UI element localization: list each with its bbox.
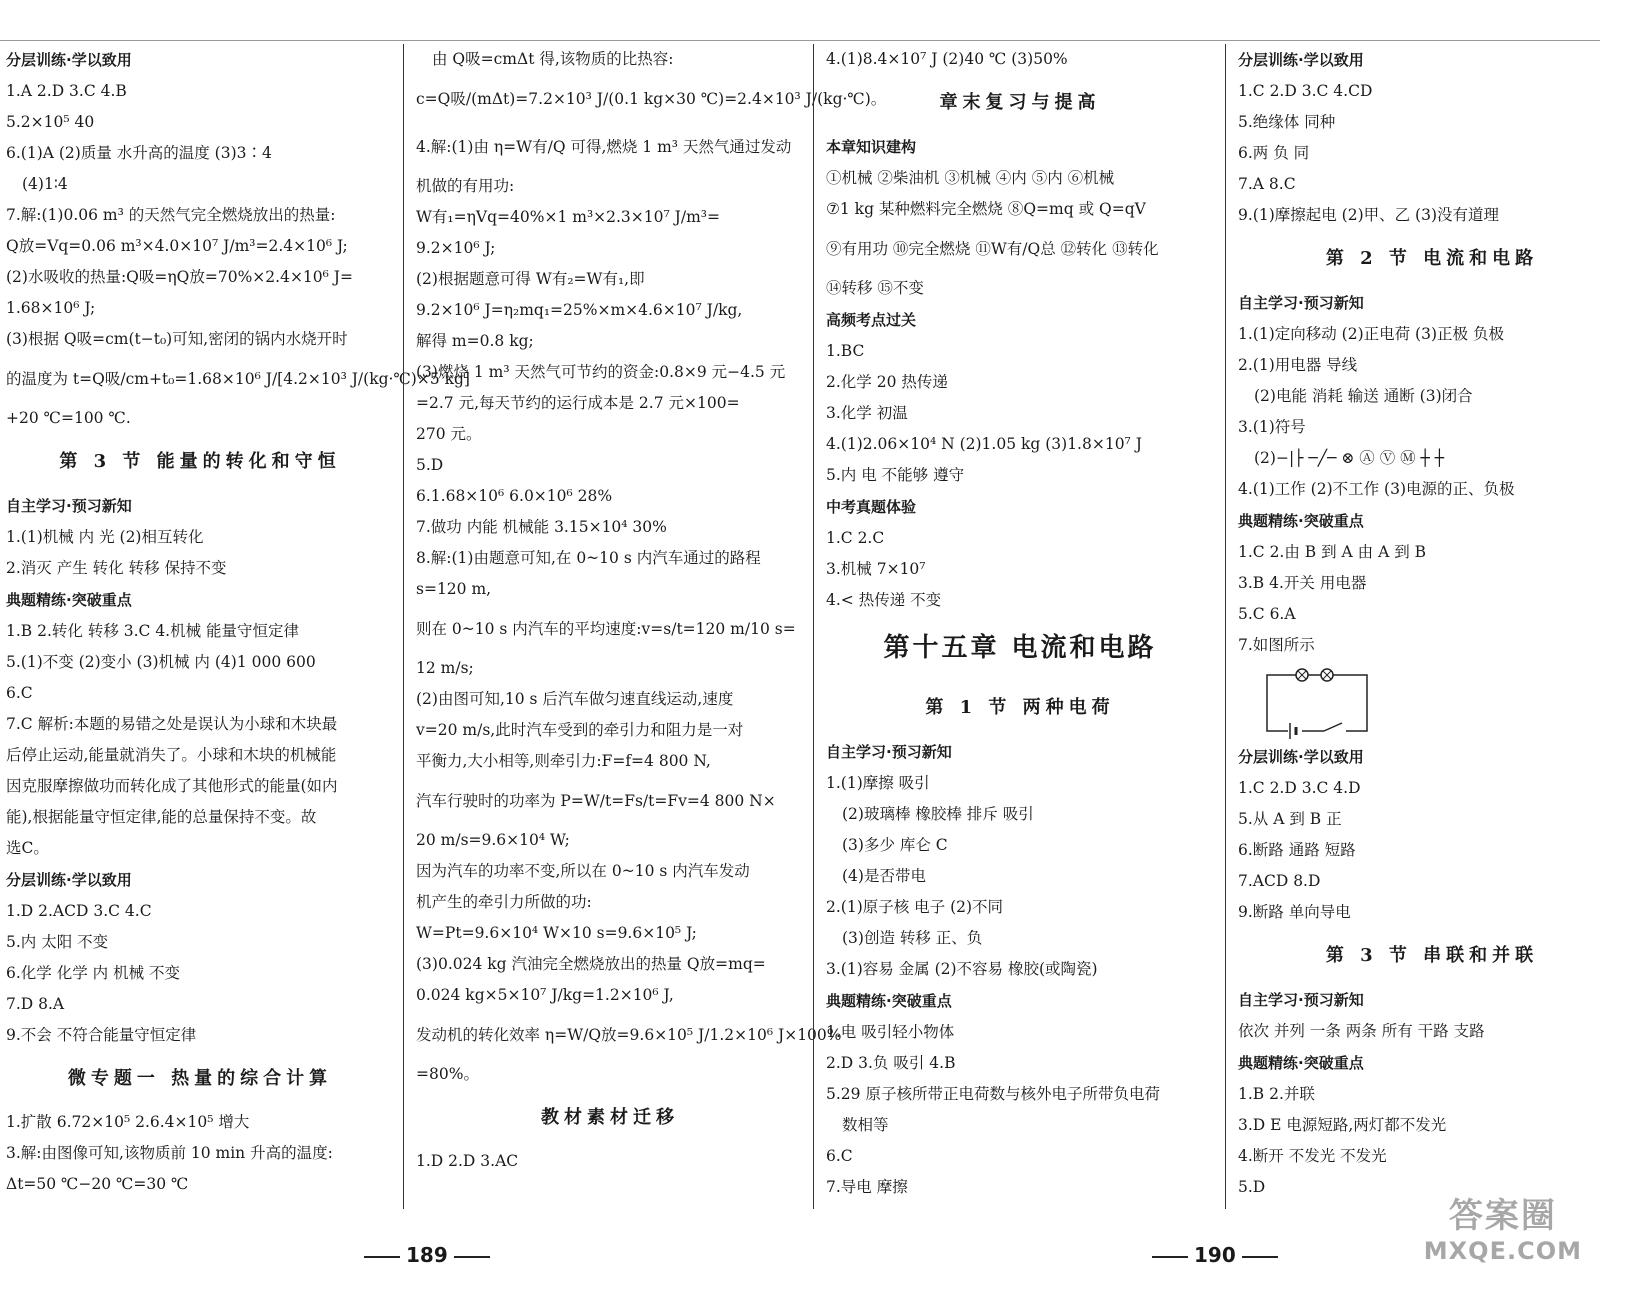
- answer-line: (3)0.024 kg 汽油完全燃烧放出的热量 Q放=mq=: [416, 955, 766, 973]
- answer-line: 2.化学 20 热传递: [826, 373, 948, 391]
- answer-line: 9.(1)摩擦起电 (2)甲、乙 (3)没有道理: [1238, 206, 1500, 224]
- answer-line: 机做的有用功:: [416, 177, 515, 195]
- answer-line: 1.扩散 6.72×10⁵ 2.6.4×10⁵ 增大: [6, 1113, 250, 1131]
- section-label: 典题精练·突破重点: [6, 591, 132, 609]
- answer-line: 6.断路 通路 短路: [1238, 841, 1356, 859]
- section-label: 分层训练·学以致用: [1238, 51, 1364, 69]
- answer-line: W有₁=ηVq=40%×1 m³×2.3×10⁷ J/m³=: [416, 208, 720, 226]
- answer-line: 3.机械 7×10⁷: [826, 560, 926, 578]
- answer-line: (3)多少 库仑 C: [842, 836, 948, 854]
- answer-line: 1.电 吸引轻小物体: [826, 1023, 955, 1041]
- answer-line: 3.B 4.开关 用电器: [1238, 574, 1367, 592]
- answer-line: 8.解:(1)由题意可知,在 0~10 s 内汽车通过的路程: [416, 549, 761, 567]
- answer-line: (4)是否带电: [842, 867, 926, 885]
- answer-line: 7.做功 内能 机械能 3.15×10⁴ 30%: [416, 518, 667, 536]
- answer-line: 3.D E 电源短路,两灯都不发光: [1238, 1116, 1447, 1134]
- section-label: 自主学习·预习新知: [826, 743, 952, 761]
- answer-line: 7.导电 摩擦: [826, 1178, 908, 1196]
- answer-line: 5.绝缘体 同种: [1238, 113, 1336, 131]
- answer-line: 选C。: [6, 839, 49, 857]
- section-heading: 微专题一 热量的综合计算: [67, 1068, 333, 1089]
- answer-line: Q放=Vq=0.06 m³×4.0×10⁷ J/m³=2.4×10⁶ J;: [6, 237, 348, 255]
- answer-line: c=Q吸/(mΔt)=7.2×10³ J/(0.1 kg×30 ℃)=2.4×10³ J/(kg·℃)。: [416, 90, 887, 108]
- answer-line: 因为汽车的功率不变,所以在 0~10 s 内汽车发动: [416, 862, 750, 880]
- answer-line: 则在 0~10 s 内汽车的平均速度:v=s/t=120 m/10 s=: [416, 620, 796, 638]
- answer-line: (2)水吸收的热量:Q吸=ηQ放=70%×2.4×10⁶ J=: [6, 268, 353, 286]
- answer-line: 6.1.68×10⁶ 6.0×10⁶ 28%: [416, 487, 613, 505]
- section-label: 本章知识建构: [826, 138, 917, 156]
- answer-line: 5.内 电 不能够 遵守: [826, 466, 965, 484]
- answer-line: 能),根据能量守恒定律,能的总量保持不变。故: [6, 808, 317, 826]
- answer-line: +20 ℃=100 ℃.: [6, 409, 131, 427]
- answer-line: 7.如图所示: [1238, 636, 1315, 654]
- answer-line: 5.从 A 到 B 正: [1238, 810, 1342, 828]
- answer-line: (2)由图可知,10 s 后汽车做匀速直线运动,速度: [416, 690, 734, 708]
- section-label: 分层训练·学以致用: [6, 871, 132, 889]
- answer-line: 的温度为 t=Q吸/cm+t₀=1.68×10⁶ J/[4.2×10³ J/(kg·℃)×5 kg]: [6, 370, 470, 388]
- answer-line: 6.化学 化学 内 机械 不变: [6, 964, 180, 982]
- answer-line: s=120 m,: [416, 580, 492, 598]
- section-label: 自主学习·预习新知: [1238, 991, 1364, 1009]
- answer-line: 20 m/s=9.6×10⁴ W;: [416, 831, 570, 849]
- answer-line: Δt=50 ℃−20 ℃=30 ℃: [6, 1175, 189, 1193]
- answer-line: 5.内 太阳 不变: [6, 933, 109, 951]
- answer-line: ⑨有用功 ⑩完全燃烧 ⑪W有/Q总 ⑫转化 ⑬转化: [826, 240, 1159, 258]
- answer-line: ⑦1 kg 某种燃料完全燃烧 ⑧Q=mq 或 Q=qV: [826, 200, 1146, 218]
- answer-line: (2)玻璃棒 橡胶棒 排斥 吸引: [842, 805, 1034, 823]
- answer-line: 1.C 2.C: [826, 529, 885, 547]
- answer-line: 7.解:(1)0.06 m³ 的天然气完全燃烧放出的热量:: [6, 206, 336, 224]
- answer-line: 5.(1)不变 (2)变小 (3)机械 内 (4)1 000 600: [6, 653, 316, 671]
- section-label: 中考真题体验: [826, 498, 917, 516]
- answer-line: 3.解:由图像可知,该物质前 10 min 升高的温度:: [6, 1144, 333, 1162]
- answer-line: 3.(1)容易 金属 (2)不容易 橡胶(或陶瓷): [826, 960, 1098, 978]
- answer-line: 依次 并列 一条 两条 所有 干路 支路: [1238, 1022, 1485, 1040]
- answer-line: (4)1∶4: [22, 175, 68, 193]
- section-label: 典题精练·突破重点: [1238, 1054, 1364, 1072]
- answer-line: ⑭转移 ⑮不变: [826, 279, 924, 297]
- answer-line: 1.68×10⁶ J;: [6, 299, 96, 317]
- section-label: 自主学习·预习新知: [1238, 294, 1364, 312]
- answer-line: v=20 m/s,此时汽车受到的牵引力和阻力是一对: [416, 721, 744, 739]
- answer-line: 5.D: [1238, 1178, 1266, 1196]
- answer-line: 0.024 kg×5×10⁷ J/kg=1.2×10⁶ J,: [416, 986, 674, 1004]
- answer-line: W=Pt=9.6×10⁴ W×10 s=9.6×10⁵ J;: [416, 924, 697, 942]
- answer-line: 3.(1)符号: [1238, 418, 1306, 436]
- answer-line: 7.D 8.A: [6, 995, 65, 1013]
- section-label: 分层训练·学以致用: [1238, 748, 1364, 766]
- page-number-left: 189: [358, 1243, 496, 1267]
- answer-line: 1.C 2.D 3.C 4.D: [1238, 779, 1361, 797]
- answer-line: 2.消灭 产生 转化 转移 保持不变: [6, 559, 227, 577]
- column-divider: [1225, 44, 1226, 1209]
- answer-line: 6.C: [6, 684, 33, 702]
- answer-line: 12 m/s;: [416, 659, 474, 677]
- section-heading: 章末复习与提高: [939, 92, 1101, 113]
- answer-line: 9.断路 单向导电: [1238, 903, 1351, 921]
- section-heading: 第 1 节 两种电荷: [925, 697, 1115, 718]
- answer-line: 9.2×10⁶ J=η₂mq₁=25%×m×4.6×10⁷ J/kg,: [416, 301, 743, 319]
- answer-line: (2)电能 消耗 输送 通断 (3)闭合: [1254, 387, 1473, 405]
- answer-line: 9.2×10⁶ J;: [416, 239, 496, 257]
- answer-line: 2.D 3.负 吸引 4.B: [826, 1054, 956, 1072]
- watermark-logo: 答案圈: [1448, 1196, 1557, 1236]
- answer-line: (3)燃烧 1 m³ 天然气可节约的资金:0.8×9 元−4.5 元: [416, 363, 786, 381]
- column-4: [1238, 44, 1626, 1209]
- section-label: 高频考点过关: [826, 311, 917, 329]
- answer-line: 汽车行驶时的功率为 P=W/t=Fs/t=Fv=4 800 N×: [416, 792, 776, 810]
- section-heading: 教材素材迁移: [541, 1107, 679, 1128]
- answer-line: 5.D: [416, 456, 444, 474]
- answer-line: 7.C 解析:本题的易错之处是误认为小球和木块最: [6, 715, 338, 733]
- answer-line: 因克服摩擦做功而转化成了其他形式的能量(如内: [6, 777, 338, 795]
- section-heading: 第 3 节 能量的转化和守恒: [59, 451, 341, 472]
- answer-line: 1.BC: [826, 342, 865, 360]
- answer-line: 5.C 6.A: [1238, 605, 1296, 623]
- answer-line: 4.< 热传递 不变: [826, 591, 942, 609]
- section-label: 典题精练·突破重点: [1238, 512, 1364, 530]
- answer-line: 6.C: [826, 1147, 853, 1165]
- chapter-title: 第十五章 电流和电路: [883, 633, 1157, 663]
- page-number-right: 190: [1146, 1243, 1284, 1267]
- answer-line: 平衡力,大小相等,则牵引力:F=f=4 800 N,: [416, 752, 711, 770]
- answer-line: 1.(1)摩擦 吸引: [826, 774, 930, 792]
- answer-line: 2.(1)原子核 电子 (2)不同: [826, 898, 1004, 916]
- answer-line: 4.(1)工作 (2)不工作 (3)电源的正、负极: [1238, 480, 1515, 498]
- circuit-diagram: [1238, 661, 1626, 741]
- answer-line: (2)根据题意可得 W有₂=W有₁,即: [416, 270, 645, 288]
- column-divider: [403, 44, 404, 1209]
- answer-line: 1.C 2.D 3.C 4.CD: [1238, 82, 1373, 100]
- answer-line: 4.断开 不发光 不发光: [1238, 1147, 1387, 1165]
- top-rule: [0, 40, 1600, 41]
- answer-line: 6.两 负 同: [1238, 144, 1310, 162]
- answer-line: 1.D 2.ACD 3.C 4.C: [6, 902, 152, 920]
- answer-line: ①机械 ②柴油机 ③机械 ④内 ⑤内 ⑥机械: [826, 169, 1115, 187]
- answer-line: (2)−|├ ─╱─ ⊗ Ⓐ Ⓥ Ⓜ ┼ ┼: [1254, 449, 1445, 467]
- answer-line: 9.不会 不符合能量守恒定律: [6, 1026, 197, 1044]
- section-label: 自主学习·预习新知: [6, 497, 132, 515]
- answer-line: 4.(1)8.4×10⁷ J (2)40 ℃ (3)50%: [826, 50, 1068, 68]
- answer-line: 7.ACD 8.D: [1238, 872, 1321, 890]
- column-divider: [813, 44, 814, 1209]
- watermark-url: MXQE.COM: [1423, 1237, 1582, 1265]
- section-heading: 第 3 节 串联和并联: [1325, 945, 1539, 966]
- answer-line: 4.解:(1)由 η=W有/Q 可得,燃烧 1 m³ 天然气通过发动: [416, 138, 792, 156]
- answer-line: =80%。: [416, 1065, 479, 1083]
- section-label: 典题精练·突破重点: [826, 992, 952, 1010]
- answer-line: 3.化学 初温: [826, 404, 908, 422]
- answer-line: 1.A 2.D 3.C 4.B: [6, 82, 127, 100]
- answer-line: 7.A 8.C: [1238, 175, 1296, 193]
- answer-line: 后停止运动,能量就消失了。小球和木块的机械能: [6, 746, 337, 764]
- answer-line: 4.(1)2.06×10⁴ N (2)1.05 kg (3)1.8×10⁷ J: [826, 435, 1142, 453]
- answer-line: 机产生的牵引力所做的功:: [416, 893, 592, 911]
- answer-line: (3)创造 转移 正、负: [842, 929, 983, 947]
- column-3: [826, 44, 1214, 1209]
- answer-line: 1.B 2.并联: [1238, 1085, 1315, 1103]
- answer-line: 解得 m=0.8 kg;: [416, 332, 534, 350]
- answer-line: 1.C 2.由 B 到 A 由 A 到 B: [1238, 543, 1427, 561]
- answer-line: 数相等: [842, 1116, 889, 1134]
- answer-line: 270 元。: [416, 425, 482, 443]
- answer-line: 由 Q吸=cmΔt 得,该物质的比热容:: [432, 50, 674, 68]
- answer-line: 5.2×10⁵ 40: [6, 113, 95, 131]
- answer-line: 1.(1)定向移动 (2)正电荷 (3)正极 负极: [1238, 325, 1504, 343]
- answer-line: 发动机的转化效率 η=W/Q放=9.6×10⁵ J/1.2×10⁶ J×100%: [416, 1026, 842, 1044]
- answer-line: 6.(1)A (2)质量 水升高的温度 (3)3∶4: [6, 144, 272, 162]
- watermark: [1424, 1188, 1582, 1265]
- answer-line: 2.(1)用电器 导线: [1238, 356, 1358, 374]
- section-heading: 第 2 节 电流和电路: [1325, 248, 1539, 269]
- answer-line: 1.B 2.转化 转移 3.C 4.机械 能量守恒定律: [6, 622, 300, 640]
- answer-line: (3)根据 Q吸=cm(t−t₀)可知,密闭的锅内水烧开时: [6, 330, 348, 348]
- section-label: 分层训练·学以致用: [6, 51, 132, 69]
- answer-line: 1.(1)机械 内 光 (2)相互转化: [6, 528, 204, 546]
- answer-line: =2.7 元,每天节约的运行成本是 2.7 元×100=: [416, 394, 740, 412]
- answer-line: 1.D 2.D 3.AC: [416, 1152, 519, 1170]
- answer-line: 5.29 原子核所带正电荷数与核外电子所带负电荷: [826, 1085, 1160, 1103]
